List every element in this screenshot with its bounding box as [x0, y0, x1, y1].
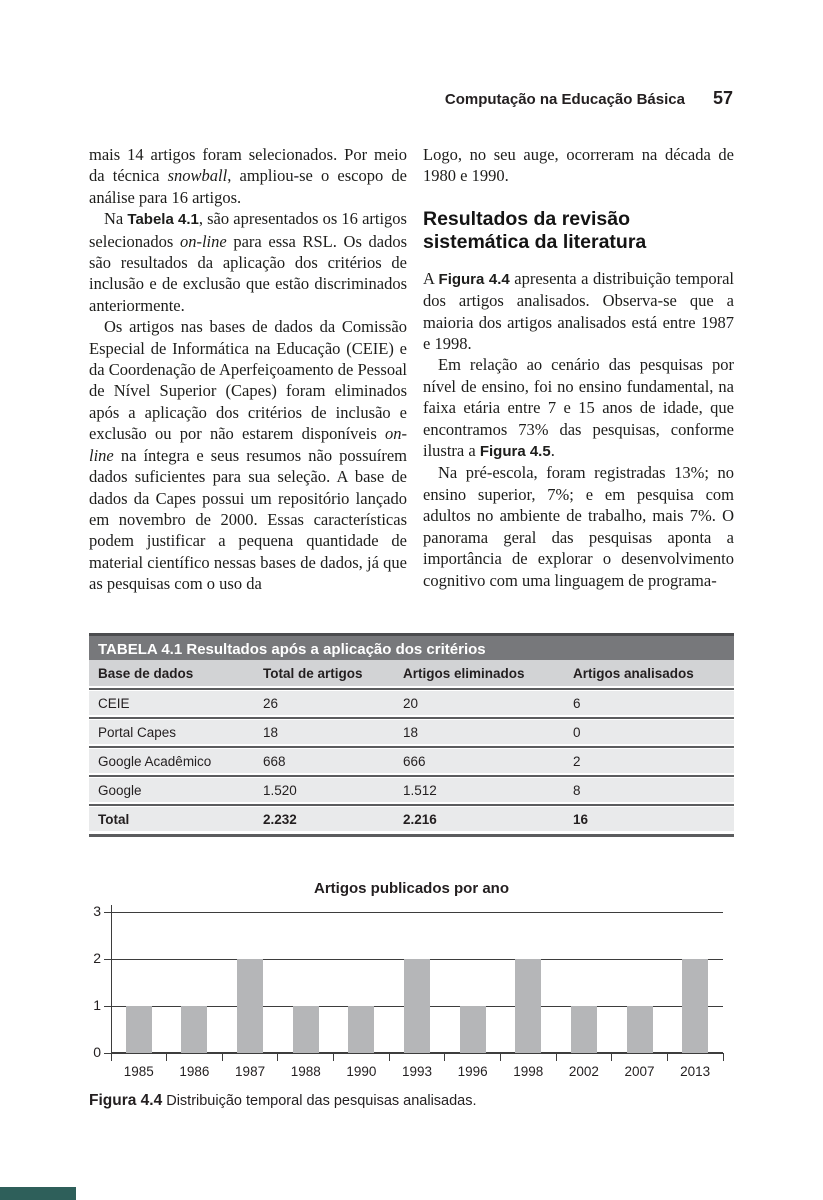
row-separator	[89, 744, 734, 749]
y-tick-label-3: 3	[93, 903, 101, 919]
y-tick-1	[104, 1006, 111, 1007]
bar-1988	[293, 1006, 319, 1053]
bar-1986	[181, 1006, 207, 1053]
paragraph: Logo, no seu auge, ocorreram na década de 1980 e 1990.	[423, 145, 734, 186]
cell: Portal Capes	[98, 724, 177, 740]
table-row	[89, 749, 734, 773]
cell: 26	[263, 695, 279, 711]
cell: 2.216	[403, 811, 437, 827]
body-text: , são apresentados os 16 artigos selecionados	[89, 209, 407, 251]
table-total-row	[89, 807, 734, 831]
body-text: A	[423, 268, 439, 288]
section-heading: Resultados da revisão sistemática da literatura	[423, 207, 647, 254]
x-tick-2	[222, 1053, 223, 1061]
table-title-text: Resultados após a aplicação dos critérios	[182, 641, 486, 658]
bar-1990	[348, 1006, 374, 1053]
right-column	[423, 144, 734, 591]
cell: 2.232	[263, 811, 297, 827]
row-separator	[89, 686, 734, 691]
x-tick-label-1985: 1985	[123, 1064, 154, 1079]
body-text: Os artigos nas bases de dados da Comissão Especial de Informática na Educação (CEIE) e da Coordenação de Aperfeiçoamento de Pessoal de Nível Superior (Capes) foram eliminados após a aplicação dos critérios de inclusão e exclusão ou por não estarem disponíveis	[89, 317, 407, 444]
body-text: , ampliou-se o escopo de análise para 16 artigos.	[89, 166, 407, 207]
x-tick-10	[667, 1053, 668, 1061]
x-tick-label-2002: 2002	[568, 1064, 599, 1079]
x-tick-8	[556, 1053, 557, 1061]
y-tick-3	[104, 912, 111, 913]
body-text: na íntegra e seus resumos não possuírem dados suficientes para sua seleção. A base de dados da Capes possui um repositório lançado em novembro de 2000. Essas características podem justificar a pequena quantidade de material científico nessas bases de dados, já que as pesquisas com o uso da	[89, 445, 407, 594]
paragraph	[89, 316, 407, 594]
cell: 20	[403, 695, 419, 711]
bar-1987	[237, 959, 263, 1053]
y-tick-label-1: 1	[93, 997, 101, 1013]
y-tick-label-0: 0	[93, 1044, 101, 1060]
body-text: apresenta a distribuição temporal dos artigos analisados. Observa-se que a maioria dos artigos analisados está entre 1987 e 1998.	[423, 268, 734, 354]
cell: 666	[403, 753, 426, 769]
y-tick-label-2: 2	[93, 950, 101, 966]
x-tick-11	[723, 1053, 724, 1061]
body-text: .	[550, 441, 555, 461]
italic-term: on-line	[179, 231, 227, 251]
bar-1993	[404, 959, 430, 1053]
figure-caption-text: Distribuição temporal das pesquisas analisadas.	[166, 1093, 477, 1109]
bar-1996	[460, 1006, 486, 1053]
bar-2007	[627, 1006, 653, 1053]
figure-label: Figura 4.4	[89, 1092, 163, 1109]
chart-plot	[93, 903, 723, 1079]
bar-2002	[571, 1006, 597, 1053]
page-number: 57	[712, 88, 733, 108]
x-tick-4	[333, 1053, 334, 1061]
row-separator	[89, 715, 734, 720]
cell: 6	[573, 695, 581, 711]
column-header: Total de artigos	[263, 665, 363, 681]
x-tick-label-1998: 1998	[513, 1064, 544, 1079]
paragraph	[423, 354, 734, 462]
x-tick-label-1986: 1986	[179, 1064, 210, 1079]
bar-1998	[515, 959, 541, 1053]
table-4-1	[89, 633, 734, 837]
cell: Total	[98, 811, 130, 827]
body-text: Na	[104, 209, 128, 229]
x-tick-9	[611, 1053, 612, 1061]
row-separator	[89, 773, 734, 778]
cell: 16	[573, 811, 589, 827]
figure-reference: Figura 4.4	[438, 270, 510, 288]
cell: 18	[403, 724, 419, 740]
bar-1985	[126, 1006, 152, 1053]
row-separator	[89, 802, 734, 807]
left-column	[89, 144, 407, 595]
table-title-label: TABELA 4.1	[98, 641, 183, 658]
figure-reference: Figura 4.5	[479, 443, 551, 461]
body-text: mais 14 artigos foram selecionados. Por meio da técnica	[89, 145, 407, 186]
x-tick-6	[444, 1053, 445, 1061]
x-tick-label-1996: 1996	[457, 1064, 488, 1079]
x-tick-5	[389, 1053, 390, 1061]
table-title-bar	[89, 633, 734, 660]
cell: CEIE	[98, 695, 130, 711]
cell: 1.520	[263, 782, 297, 798]
column-header: Base de dados	[98, 665, 194, 681]
italic-term: on-line	[89, 424, 407, 465]
cell: 2	[573, 753, 581, 769]
footer-ornament-bar	[0, 1187, 76, 1200]
table-row	[89, 720, 734, 744]
table-bottom-rule	[89, 834, 734, 837]
running-title: Computação na Educação Básica	[444, 91, 685, 108]
paragraph	[89, 144, 407, 208]
chart-title: Artigos publicados por ano	[313, 880, 509, 897]
italic-term: snowball	[167, 166, 228, 186]
cell: Google Acadêmico	[98, 753, 212, 769]
figure-caption	[89, 1092, 477, 1110]
table-header-row	[89, 660, 734, 686]
x-tick-label-1993: 1993	[401, 1064, 432, 1079]
body-text: para essa RSL. Os dados são resultados da aplicação dos critérios de inclusão e de exclusão que estão discriminados anteriormente.	[89, 231, 407, 315]
x-tick-7	[500, 1053, 501, 1061]
x-tick-label-2013: 2013	[680, 1064, 711, 1079]
paragraph	[423, 268, 734, 355]
x-tick-0	[111, 1053, 112, 1061]
x-tick-label-2007: 2007	[624, 1064, 655, 1079]
x-tick-label-1987: 1987	[235, 1064, 266, 1079]
x-tick-1	[166, 1053, 167, 1061]
body-text: Em relação ao cenário das pesquisas por nível de ensino, foi no ensino fundamental, na faixa etária entre 7 e 15 anos de idade, que encontramos 73% das pesquisas, conforme ilustra a	[423, 355, 734, 461]
column-header: Artigos analisados	[573, 665, 694, 681]
paragraph	[89, 208, 407, 316]
bar-2013	[682, 959, 708, 1053]
x-tick-3	[277, 1053, 278, 1061]
cell: 18	[263, 724, 279, 740]
cell: Google	[98, 782, 142, 798]
x-tick-label-1990: 1990	[346, 1064, 377, 1079]
gridline-y-3	[111, 912, 723, 913]
column-header: Artigos eliminados	[403, 665, 525, 681]
cell: 668	[263, 753, 286, 769]
cell: 0	[573, 724, 581, 740]
y-axis-line	[111, 905, 112, 1053]
table-row	[89, 691, 734, 715]
page-header	[0, 88, 733, 109]
cell: 1.512	[403, 782, 437, 798]
x-tick-label-1988: 1988	[290, 1064, 321, 1079]
y-tick-2	[104, 959, 111, 960]
table-row	[89, 778, 734, 802]
table-reference: Tabela 4.1	[127, 211, 199, 229]
bar-chart-figure-4-4	[89, 876, 734, 1079]
cell: 8	[573, 782, 581, 798]
paragraph: Na pré-escola, foram registradas 13%; no ensino superior, 7%; e em pesquisa com adultos no ambiente de trabalho, mais 7%. O panorama geral das pesquisas aponta a importância de explorar o desenvolvimento cognitivo com uma linguagem de programa-	[423, 463, 734, 590]
